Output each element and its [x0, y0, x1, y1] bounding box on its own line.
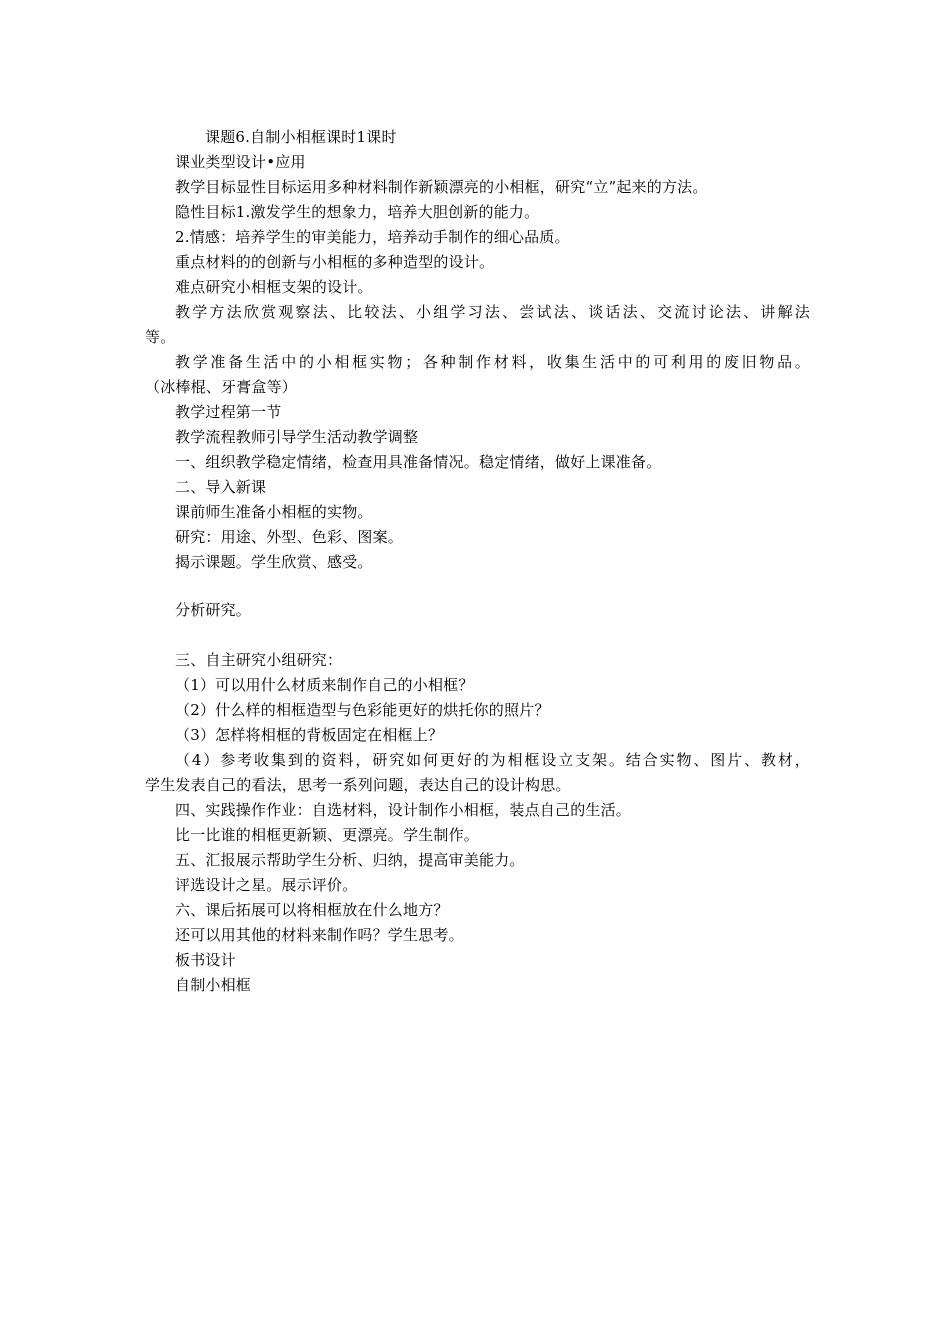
document-title: 课题6.自制小相框课时1课时 — [205, 128, 397, 146]
text-line: 板书设计 — [175, 951, 236, 969]
text-line: 课前师生准备小相框的实物。 — [175, 503, 373, 521]
text-line: 自制小相框 — [175, 976, 252, 994]
text-line: （2）什么样的相框造型与色彩能更好的烘托你的照片？ — [175, 701, 550, 719]
text-line: 2.情感：培养学生的审美能力，培养动手制作的细心品质。 — [175, 228, 570, 246]
text-line: （1）可以用什么材质来制作自己的小相框？ — [175, 676, 474, 694]
text-line: 一、组织教学稳定情绪，检查用具准备情况。稳定情绪，做好上课准备。 — [175, 453, 662, 471]
text-line: 教学目标显性目标运用多种材料制作新颖漂亮的小相框，研究“立”起来的方法。 — [175, 178, 708, 196]
text-line: 教学准备生活中的小相框实物；各种制作材料，收集生活中的可利用的废旧物品。 — [175, 353, 810, 371]
text-line: （3）怎样将相框的背板固定在相框上？ — [175, 726, 444, 744]
text-line: 还可以用其他的材料来制作吗？学生思考。 — [175, 926, 464, 944]
text-line: 五、汇报展示帮助学生分析、归纳，提高审美能力。 — [175, 851, 525, 869]
text-line: 分析研究。 — [175, 601, 252, 619]
text-line: 三、自主研究小组研究： — [175, 651, 343, 669]
text-line: 课业类型设计•应用 — [175, 153, 306, 171]
text-line: 四、实践操作作业：自选材料，设计制作小相框，装点自己的生活。 — [175, 801, 632, 819]
text-line: 教学过程第一节 — [175, 403, 282, 421]
text-line: 评选设计之星。展示评价。 — [175, 876, 358, 894]
text-line: 隐性目标1.激发学生的想象力，培养大胆创新的能力。 — [175, 203, 540, 221]
text-line: 等。 — [145, 328, 176, 346]
text-line: （冰棒棍、牙膏盒等） — [145, 378, 298, 396]
text-line: （4）参考收集到的资料，研究如何更好的为相框设立支架。结合实物、图片、教材， — [175, 751, 810, 769]
text-line: 教学方法欣赏观察法、比较法、小组学习法、尝试法、谈话法、交流讨论法、讲解法 — [175, 303, 810, 321]
text-line: 难点研究小相框支架的设计。 — [175, 278, 373, 296]
text-line: 教学流程教师引导学生活动教学调整 — [175, 428, 419, 446]
text-line: 学生发表自己的看法，思考一系列问题，表达自己的设计构思。 — [145, 776, 571, 794]
text-line: 六、课后拓展可以将相框放在什么地方？ — [175, 901, 449, 919]
text-line: 比一比谁的相框更新颖、更漂亮。学生制作。 — [175, 826, 480, 844]
text-line: 揭示课题。学生欣赏、感受。 — [175, 553, 373, 571]
text-line: 二、导入新课 — [175, 478, 267, 496]
text-line: 重点材料的的创新与小相框的多种造型的设计。 — [175, 253, 495, 271]
text-line: 研究：用途、外型、色彩、图案。 — [175, 528, 404, 546]
